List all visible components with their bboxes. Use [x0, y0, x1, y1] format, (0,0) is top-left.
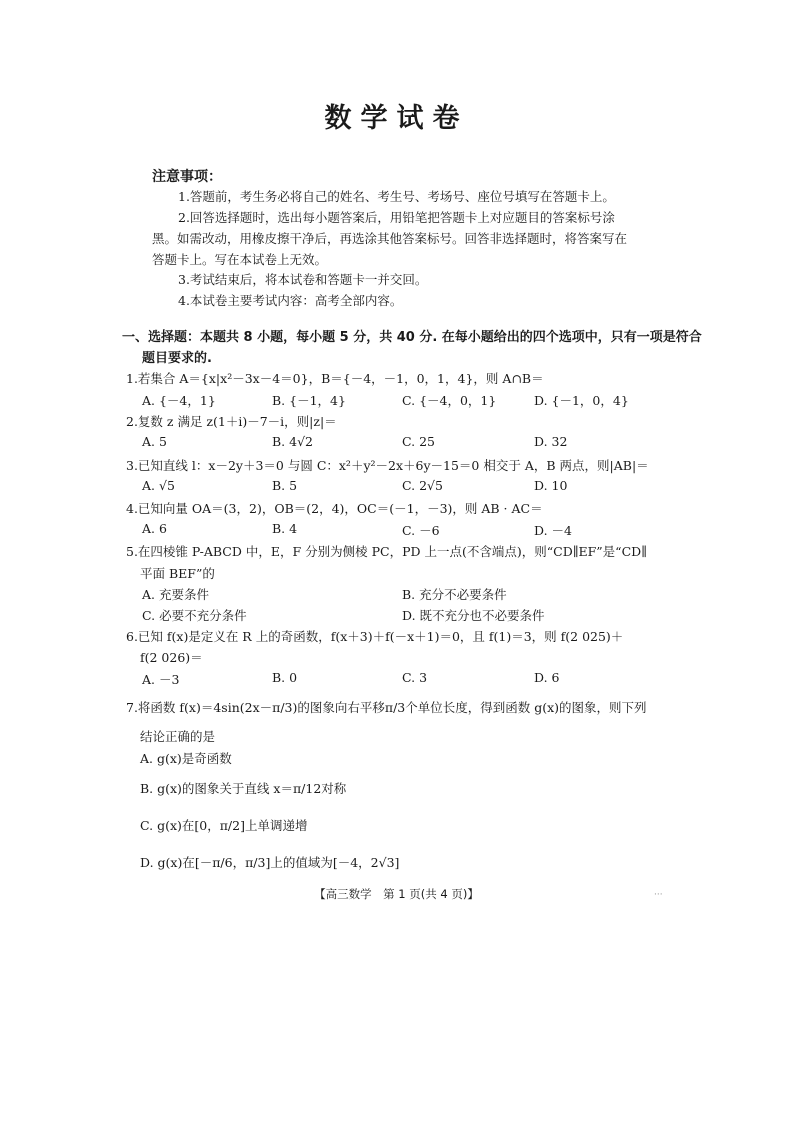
- question-6-option-c: C. 3: [402, 670, 428, 685]
- question-6-option-b: B. 0: [272, 670, 298, 685]
- section-heading: 一、选择题：本题共 8 小题，每小题 5 分，共 40 分. 在每小题给出的四个选项中，只有一项是符合: [122, 330, 702, 345]
- notice-line: 1.答题前，考生务必将自己的姓名、考生号、考场号、座位号填写在答题卡上。: [178, 189, 615, 204]
- question-1-option-c: C. {－4，0，1}: [402, 393, 497, 408]
- question-5-stem-cont: 平面 BEF”的: [140, 566, 215, 581]
- question-7-option-c: C. g(x)在[0，π/2]上单调递增: [140, 818, 308, 833]
- question-1-option-a: A. {－4，1}: [142, 393, 216, 408]
- notice-line: 答题卡上。写在本试卷上无效。: [152, 252, 328, 267]
- question-6-stem: 6.已知 f(x)是定义在 R 上的奇函数，f(x＋3)＋f(－x＋1)＝0，且 f(1)＝3，则 f(2 025)＋: [126, 629, 624, 644]
- question-6-stem-cont: f(2 026)＝: [140, 650, 203, 665]
- question-5-stem: 5.在四棱锥 P-ABCD 中，E，F 分别为侧棱 PC，PD 上一点(不含端点)，则“CD∥EF”是“CD∥: [126, 544, 647, 559]
- question-4-option-b: B. 4: [272, 521, 298, 536]
- question-7-option-d: D. g(x)在[－π/6，π/3]上的值域为[－4，2√3]: [140, 855, 400, 870]
- notice-line: 黑。如需改动，用橡皮擦干净后，再选涂其他答案标号。回答非选择题时，将答案写在: [152, 231, 628, 246]
- question-4-stem: 4.已知向量 OA＝(3，2)，OB＝(2，4)，OC＝(－1，－3)，则 AB · AC＝: [126, 501, 543, 516]
- question-1-option-d: D. {－1，0，4}: [534, 393, 629, 408]
- section-heading-cont: 题目要求的.: [142, 351, 212, 366]
- corner-mark: ···: [654, 890, 663, 900]
- question-3-option-a: A. √5: [142, 478, 175, 493]
- question-3-stem: 3.已知直线 l：x－2y＋3＝0 与圆 C：x²＋y²－2x＋6y－15＝0 相交于 A，B 两点，则|AB|＝: [126, 458, 649, 473]
- question-4-option-c: C. －6: [402, 523, 440, 538]
- question-5-option-b: B. 充分不必要条件: [402, 587, 507, 602]
- question-2-option-b: B. 4√2: [272, 434, 314, 449]
- question-2-option-d: D. 32: [534, 434, 568, 449]
- question-1-option-b: B. {－1，4}: [272, 393, 346, 408]
- notice-line: 4.本试卷主要考试内容：高考全部内容。: [178, 293, 403, 308]
- question-2-option-c: C. 25: [402, 434, 435, 449]
- question-3-option-d: D. 10: [534, 478, 568, 493]
- question-3-option-b: B. 5: [272, 478, 298, 493]
- page-footer: 【高三数学 第 1 页(共 4 页)】: [314, 887, 479, 901]
- notice-line: 2.回答选择题时，选出每小题答案后，用铅笔把答题卡上对应题目的答案标号涂: [178, 210, 615, 225]
- question-7-stem: 7.将函数 f(x)＝4sin(2x－π/3)的图象向右平移π/3个单位长度，得到函数 g(x)的图象，则下列: [126, 700, 647, 715]
- question-1-stem: 1.若集合 A＝{x|x²－3x－4＝0}，B＝{－4，－1，0，1，4}，则 A∩B＝: [126, 371, 544, 386]
- question-7-option-b: B. g(x)的图象关于直线 x＝π/12对称: [140, 781, 347, 796]
- question-5-option-a: A. 充要条件: [142, 587, 209, 602]
- question-3-option-c: C. 2√5: [402, 478, 443, 493]
- question-7-option-a: A. g(x)是奇函数: [140, 751, 232, 766]
- question-2-option-a: A. 5: [142, 434, 167, 449]
- question-7-stem-cont: 结论正确的是: [140, 729, 216, 744]
- question-4-option-a: A. 6: [142, 521, 167, 536]
- question-4-option-d: D. －4: [534, 523, 572, 538]
- question-5-option-d: D. 既不充分也不必要条件: [402, 608, 545, 623]
- notice-heading: 注意事项：: [152, 169, 222, 185]
- page-title: 数学试卷: [324, 103, 469, 134]
- question-6-option-a: A. －3: [142, 672, 180, 687]
- question-5-option-c: C. 必要不充分条件: [142, 608, 247, 623]
- notice-line: 3.考试结束后，将本试卷和答题卡一并交回。: [178, 272, 428, 287]
- question-6-option-d: D. 6: [534, 670, 560, 685]
- question-2-stem: 2.复数 z 满足 z(1＋i)－7－i，则|z|＝: [126, 414, 337, 429]
